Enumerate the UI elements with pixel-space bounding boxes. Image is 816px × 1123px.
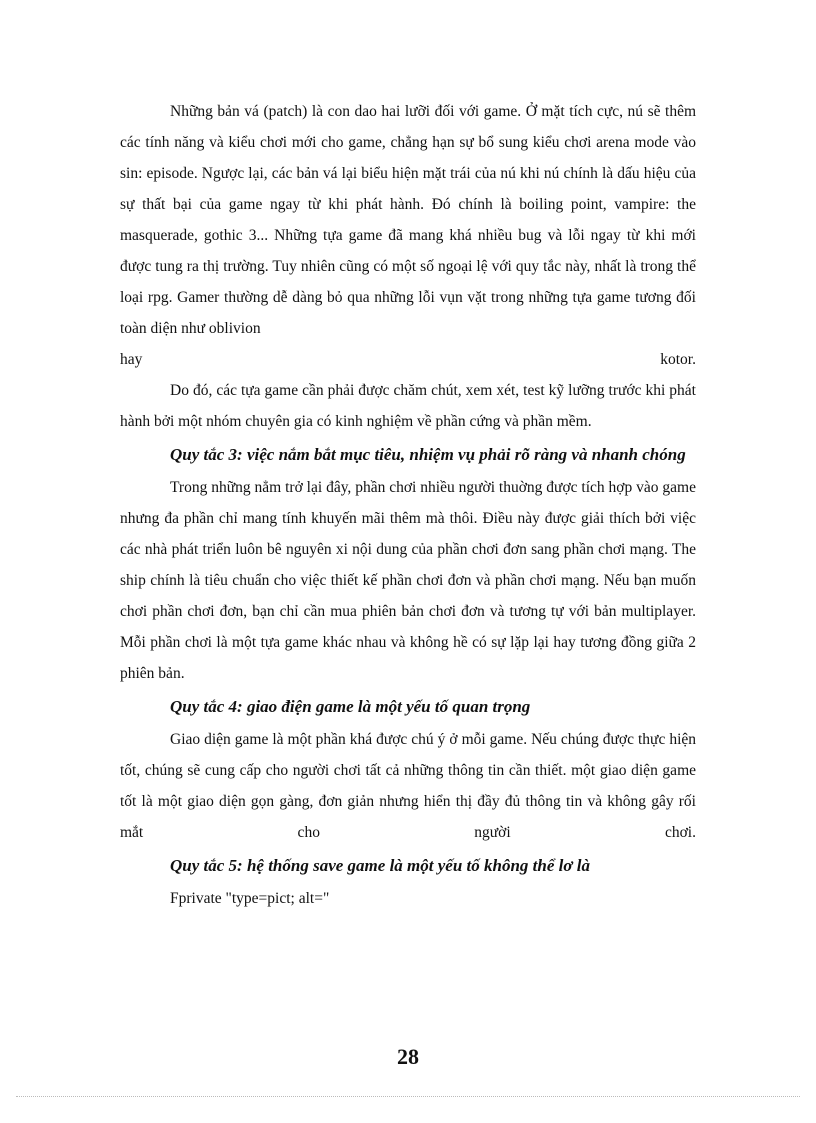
paragraph-patches-tail <box>120 344 696 375</box>
tail-left-word: hay <box>120 351 143 368</box>
paragraph-placeholder: Fprivate "type=pict; alt=" <box>170 890 330 907</box>
page-number: 28 <box>397 1044 419 1069</box>
heading-rule-5: Quy tắc 5: hệ thống save game là một yếu tố không thể lơ là <box>170 856 590 875</box>
document-body <box>120 96 696 914</box>
paragraph-multiplayer: Trong những nẳm trở lại đây, phần chơi nhiều người thuờng được tích hợp vào game nhưng đa phần chỉ mang tính khuyến mãi thêm mà thôi. Điều này được giải thích bởi việc các nhà phát triển luôn bê nguyên xi nội dung của phần chơi đơn sang phần chơi mạng. The ship chính là tiêu chuẩn cho việc thiết kế phần chơi đơn và phần chơi mạng. Nếu bạn muốn chơi phần chơi đơn, bạn chỉ cần mua phiên bản chơi đơn và tương tự với bản multiplayer. Mỗi phần chơi là một tựa game khác nhau và không hề có sự lặp lại hay tương đồng giữa 2 phiên bản. <box>120 479 696 682</box>
heading-rule-4: Quy tắc 4: giao điện game là một yếu tố quan trọng <box>170 697 531 716</box>
paragraph-interface: Giao diện game là một phần khá được chú ý ở mỗi game. Nếu chúng được thực hiện tốt, chúng sẽ cung cấp cho người chơi tất cả những thông tin cần thiết. một giao diện game tốt là một giao diện gọn gàng, đơn giản nhưng hiển thị đầy đủ thông tin và không gây rối mắt cho người chơi. <box>120 731 696 841</box>
paragraph-testing: Do đó, các tựa game cần phải được chăm chút, xem xét, test kỹ lưỡng trước khi phát hành bởi một nhóm chuyên gia có kinh nghiệm về phần cứng và phần mềm. <box>120 382 696 430</box>
heading-rule-3: Quy tắc 3: việc nắm bắt mục tiêu, nhiệm vụ phải rõ ràng và nhanh chóng <box>170 445 686 464</box>
paragraph-patches: Những bản vá (patch) là con dao hai lưỡi đối với game. Ở mặt tích cực, nú sẽ thêm các tính năng và kiểu chơi mới cho game, chẳng hạn sự bổ sung kiểu chơi arena mode vào sin: episode. Ngược lại, các bản vá lại biểu hiện mặt trái của nú khi nú chính là dấu hiệu của sự thất bại của game ngay từ khi phát hành. Đó chính là boiling point, vampire: the masquerade, gothic 3... Những tựa game đã mang khá nhiều bug và lỗi ngay từ khi mới được tung ra thị trường. Tuy nhiên cũng có một số ngoại lệ với quy tắc này, nhất là trong thể loại rpg. Gamer thường dễ dàng bỏ qua những lỗi vụn vặt trong những tựa game tương đối toàn diện như oblivion <box>120 103 696 337</box>
footer-divider <box>16 1096 800 1097</box>
tail-right-word: kotor. <box>660 351 696 368</box>
